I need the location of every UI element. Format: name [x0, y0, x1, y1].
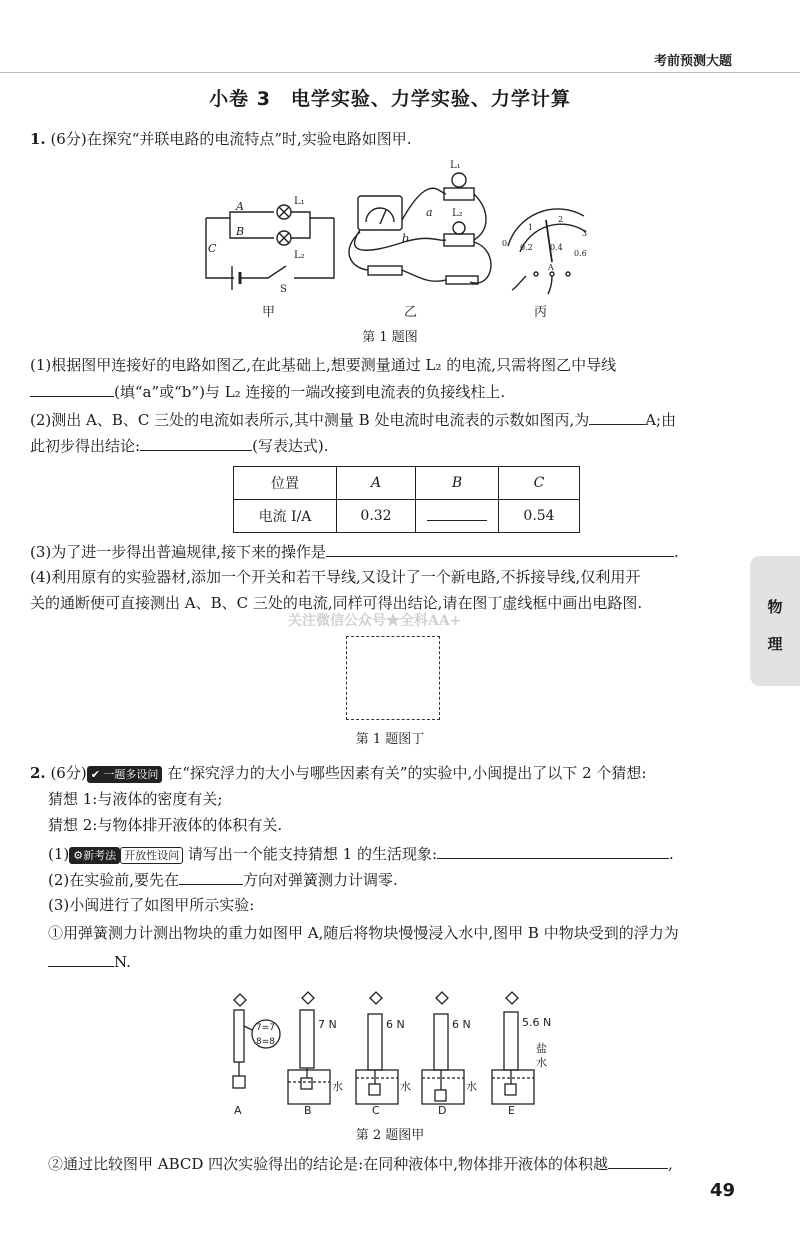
meter-tick-3: 3 — [582, 229, 588, 238]
label-S: S — [280, 284, 287, 295]
side-tab-char-2: 理 — [767, 635, 783, 653]
table-row-label: 电流 I/A — [234, 500, 337, 533]
q1-number: 1. — [30, 130, 46, 148]
beaker-C — [356, 1070, 398, 1104]
lamp-base-L1 — [444, 188, 474, 200]
zoom-top-label: 7=7 — [256, 1023, 275, 1033]
q2-p1-prefix: (1) — [48, 845, 70, 863]
q2-guess1: 猜想 1:与液体的密度有关; — [48, 790, 223, 808]
spring-scale-E — [504, 1012, 518, 1070]
q2-intro — [30, 762, 646, 784]
q1-p2-unit: A;由 — [645, 411, 677, 429]
water-label-D: 水 — [466, 1080, 477, 1093]
block-C — [369, 1084, 380, 1095]
label-b: b — [402, 232, 410, 245]
label-a: a — [426, 206, 433, 219]
block-E — [505, 1084, 516, 1095]
q2-p3-2-end: , — [668, 1155, 673, 1173]
running-header: 考前预测大题 — [654, 54, 733, 69]
battery-yi — [368, 266, 402, 275]
label-A: A — [234, 1104, 242, 1117]
label-bing: 丙 — [534, 305, 548, 320]
q2-figure-caption: 第 2 题图甲 — [355, 1128, 425, 1143]
q2-p1-end: . — [669, 845, 674, 863]
q1-current-table — [233, 466, 580, 533]
watermark: 关注微信公众号★全科AA+ — [288, 613, 462, 629]
lamp-bulb-L2 — [453, 222, 465, 234]
q1-p3-blank[interactable] — [326, 540, 674, 557]
meter-tick-06: 0.6 — [574, 249, 587, 258]
q2-number: 2. — [30, 764, 46, 782]
meter-tick-0: 0 — [502, 239, 508, 248]
lamp-base-L2 — [444, 234, 474, 246]
q2-figure — [220, 990, 560, 1120]
table-header-cell: B — [416, 467, 499, 500]
side-tab-char-1: 物 — [767, 598, 783, 616]
lamp-bulb-L1 — [452, 173, 466, 187]
q1-p2-line2-b: (写表达式). — [252, 437, 329, 455]
q1-p4-line2: 关的通断便可直接测出 A、B、C 三处的电流,同样可得出结论,请在图丁虚线框中画出电路图. — [30, 594, 643, 612]
q2-p1-blank[interactable] — [437, 842, 669, 859]
label-jia: 甲 — [262, 305, 276, 320]
q2-badge — [87, 766, 163, 783]
q1-intro-text: (6分)在探究“并联电路的电流特点”时,实验电路如图甲. — [50, 130, 412, 148]
q2-p3-1b — [48, 950, 131, 973]
q2-p1-badge-open: 开放性设问 — [120, 847, 183, 864]
table-header-cell: C — [499, 467, 580, 500]
q1-p1-line1: (1)根据图甲连接好的电路如图乙,在此基础上,想要测量通过 L₂ 的电流,只需将图乙中导线 — [30, 356, 617, 374]
spring-scale-C — [368, 1014, 382, 1070]
q1-p1-line2-text: (填“a”或“b”)与 L₂ 连接的一端改接到电流表的负接线柱上. — [114, 383, 506, 401]
q2-p3-1a: ①用弹簧测力计测出物块的重力如图甲 A,随后将物块慢慢浸入水中,图甲 B 中物块受到的浮力为 — [48, 924, 679, 942]
q1-p2-line2-a: 此初步得出结论: — [30, 437, 141, 455]
block-A — [233, 1076, 245, 1088]
q2-p1 — [48, 842, 674, 865]
meter-unit-A: A — [548, 263, 554, 272]
wire-a — [402, 188, 446, 220]
q2-p3-2-text: ②通过比较图甲 ABCD 四次实验得出的结论是:在同种液体中,物体排开液体的体积越 — [48, 1155, 608, 1173]
label-A: A — [236, 200, 244, 213]
switch-blade — [240, 266, 286, 278]
ammeter-yi — [358, 196, 402, 230]
reading-E: 5.6 N — [522, 1016, 552, 1029]
q2-score: (6分) — [50, 764, 87, 782]
q2-buoyancy-blank[interactable] — [48, 950, 114, 967]
q1-p2-current-blank[interactable] — [589, 408, 645, 425]
q1-intro — [30, 128, 412, 150]
q1-p1-line2 — [30, 380, 505, 403]
q2-p3-1b-unit: N. — [114, 953, 131, 971]
wire-b — [355, 230, 446, 250]
spring-scale-D — [434, 1014, 448, 1070]
q2-p3-2-blank[interactable] — [608, 1152, 668, 1169]
q2-intro-text: 在“探究浮力的大小与哪些因素有关”的实验中,小闽提出了以下 2 个猜想: — [167, 764, 647, 782]
label-L1-yi: L₁ — [450, 160, 461, 171]
q2-p2-blank[interactable] — [179, 868, 243, 885]
subject-side-tab — [750, 556, 800, 686]
q1-drawing-box[interactable] — [346, 636, 440, 720]
label-B: B — [236, 225, 245, 238]
meter-tick-1: 1 — [528, 223, 534, 232]
reading-C: 6 N — [386, 1018, 405, 1031]
gear-icon: ⚙ — [73, 848, 84, 862]
page-number: 49 — [710, 1180, 736, 1201]
label-B: B — [304, 1104, 312, 1117]
q1-p2-expression-blank[interactable] — [140, 434, 252, 451]
label-L1: L₁ — [294, 196, 305, 207]
label-yi: 乙 — [404, 305, 418, 320]
meter-tick-02: 0.2 — [520, 243, 533, 252]
header-rule — [0, 72, 800, 73]
label-L2-yi: L₂ — [452, 208, 463, 219]
q2-p3-2 — [48, 1152, 673, 1175]
reading-D: 6 N — [452, 1018, 471, 1031]
check-icon: ✔ — [90, 767, 100, 781]
water-label-C: 水 — [400, 1080, 411, 1093]
label-E: E — [508, 1104, 515, 1117]
table-cell-blank[interactable] — [416, 500, 499, 533]
q1-p3 — [30, 540, 679, 563]
salt-label-1: 盐 — [536, 1042, 547, 1055]
spring-scale-A — [234, 1010, 244, 1062]
q2-p2-b: 方向对弹簧测力计调零. — [243, 871, 398, 889]
q1-figure — [190, 150, 610, 320]
q2-p3: (3)小闽进行了如图甲所示实验: — [48, 896, 255, 914]
label-C: C — [208, 242, 217, 255]
q1-p2-line2 — [30, 434, 329, 457]
q1-figure-caption: 第 1 题图 — [362, 330, 418, 345]
zoom-bottom-label: 8=8 — [256, 1037, 275, 1047]
hand-A — [234, 994, 246, 1006]
q2-p1-text: 请写出一个能支持猜想 1 的生活现象: — [187, 845, 438, 863]
reading-B: 7 N — [318, 1018, 337, 1031]
beaker-B — [288, 1070, 330, 1104]
q1-p2-line1-text: (2)测出 A、B、C 三处的电流如表所示,其中测量 B 处电流时电流表的示数如图丙,为 — [30, 411, 590, 429]
table-header-cell: A — [337, 467, 416, 500]
q1-box-caption: 第 1 题图丁 — [355, 732, 425, 747]
spring-scale-B — [300, 1010, 314, 1068]
q2-p2 — [48, 868, 398, 891]
q1-p3-end: . — [674, 543, 679, 561]
block-B — [301, 1078, 312, 1089]
q2-p1-badge-new: ⚙新考法 — [69, 847, 120, 864]
beaker-E — [492, 1070, 534, 1104]
table-header-row — [234, 467, 580, 500]
q1-p2-line1 — [30, 408, 676, 431]
beaker-D — [422, 1070, 464, 1104]
water-label-B: 水 — [332, 1080, 343, 1093]
q1-p4-line1: (4)利用原有的实验器材,添加一个开关和若干导线,又设计了一个新电路,不拆接导线,仅利用开 — [30, 568, 641, 586]
label-L2: L₂ — [294, 250, 305, 261]
table-header-cell: 位置 — [234, 467, 337, 500]
jia-wire-right — [294, 218, 334, 278]
q2-badge-label: 一题多设问 — [103, 767, 159, 781]
block-D — [435, 1090, 446, 1101]
table-cell: 0.32 — [337, 500, 416, 533]
label-D: D — [438, 1104, 447, 1117]
salt-label-2: 水 — [536, 1056, 547, 1069]
table-row — [234, 500, 580, 533]
q1-p1-answer-blank[interactable] — [30, 380, 114, 397]
meter-tick-04: 0.4 — [550, 243, 563, 252]
label-C: C — [372, 1104, 380, 1117]
page-title: 小卷 3 电学实验、力学实验、力学计算 — [209, 88, 571, 110]
table-cell: 0.54 — [499, 500, 580, 533]
q1-p3-text: (3)为了进一步得出普遍规律,接下来的操作是 — [30, 543, 327, 561]
meter-tick-2: 2 — [558, 215, 564, 224]
q2-p2-a: (2)在实验前,要先在 — [48, 871, 180, 889]
q2-guess2: 猜想 2:与物体排开液体的体积有关. — [48, 816, 283, 834]
